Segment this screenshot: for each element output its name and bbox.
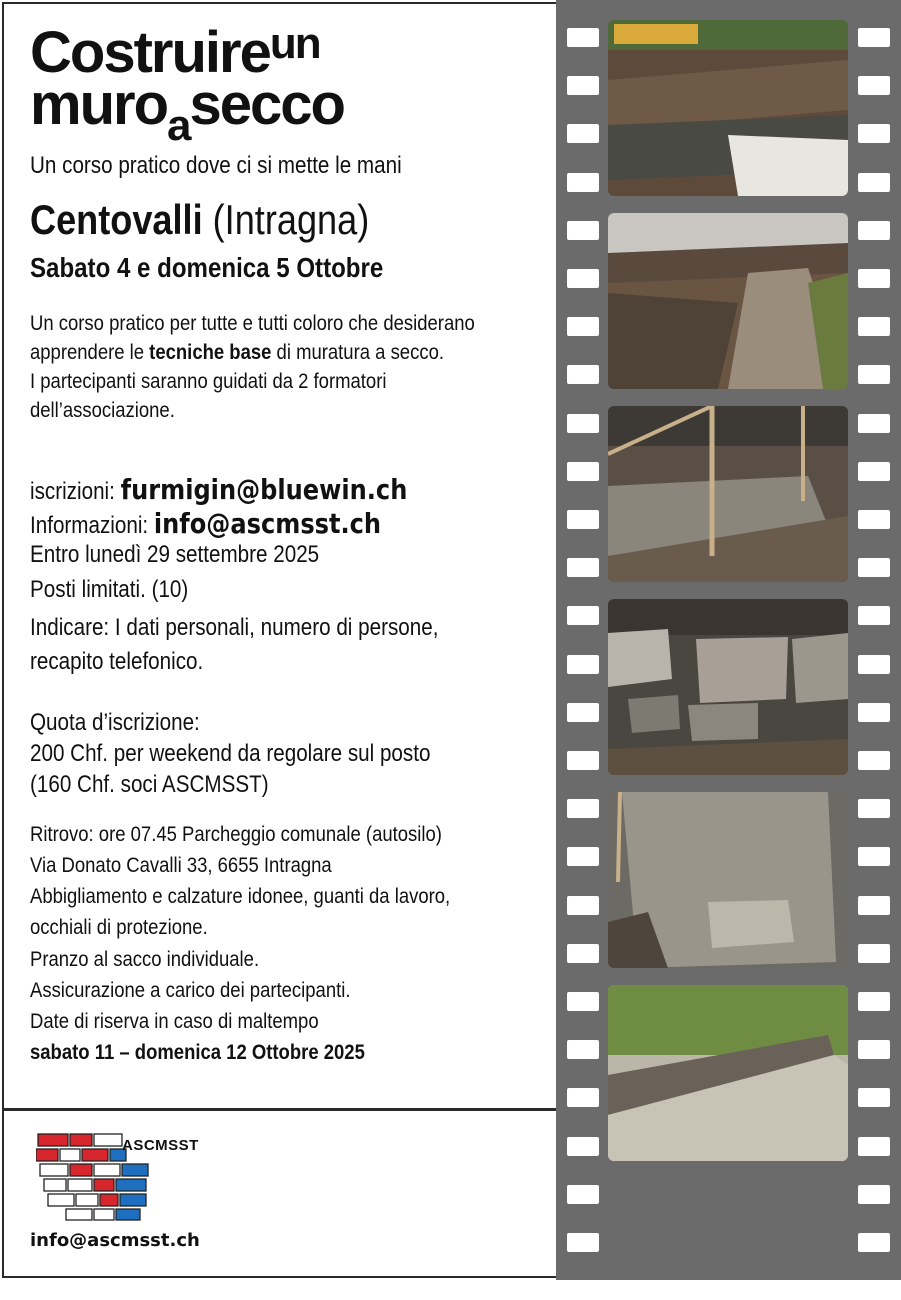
film-sprocket-hole [858,847,890,866]
photo-5-finished-wall [608,792,848,968]
film-sprocket-hole [567,703,599,722]
title-line-1: Costruire$^{un}$ [30,19,320,85]
film-sprocket-hole [858,1233,890,1252]
film-sprocket-hole [567,1088,599,1107]
informazioni-line: Informazioni: info@ascmsst.ch [30,507,382,540]
reserve-dates: sabato 11 – domenica 12 Ottobre 2025 [30,1041,365,1064]
details-line-4: occhiali di protezione. [30,916,208,939]
details-line-5: Pranzo al sacco individuale. [30,948,260,971]
film-sprocket-hole [567,365,599,384]
film-sprocket-hole [858,1088,890,1107]
film-sprocket-hole [567,1185,599,1204]
film-sprocket-hole [858,1185,890,1204]
film-sprocket-hole [858,896,890,915]
photo-3-wall-with-stakes [608,406,848,582]
film-sprocket-hole [567,847,599,866]
film-sprocket-hole [567,462,599,481]
film-sprocket-hole [567,799,599,818]
film-sprocket-hole [858,1281,890,1300]
fee-heading: Quota d’iscrizione: [30,709,200,736]
film-sprocket-hole [858,317,890,336]
film-sprocket-hole [858,703,890,722]
film-sprocket-hole [858,28,890,47]
film-sprocket-hole [858,992,890,1011]
film-sprocket-hole [567,655,599,674]
film-sprocket-hole [858,76,890,95]
title-line-2: muro$_a$secco [30,72,344,150]
film-sprocket-hole [567,317,599,336]
film-sprocket-hole [567,751,599,770]
film-sprocket-hole [858,510,890,529]
film-sprocket-hole [858,414,890,433]
limited-places: Posti limitati. (10) [30,576,189,603]
intro-line-3: I partecipanti saranno guidati da 2 formatori [30,370,387,393]
film-sprocket-hole [858,799,890,818]
film-sprocket-hole [567,896,599,915]
photo-4-stone-closeup [608,599,848,775]
film-sprocket-hole [567,414,599,433]
fee-line-3: (160 Chf. soci ASCMSST) [30,771,269,798]
film-sprocket-hole [858,944,890,963]
deadline: Entro lunedì 29 settembre 2025 [30,541,320,568]
film-sprocket-hole [858,173,890,192]
intro-line-2: apprendere le tecniche base di muratura a secco. [30,341,444,364]
subtitle: Un corso pratico dove ci si mette le mani [30,152,402,179]
film-strip [556,0,901,1280]
film-sprocket-hole [858,606,890,625]
film-sprocket-hole [858,655,890,674]
film-sprocket-hole [858,124,890,143]
info-email-link[interactable]: info@ascmsst.ch [153,507,382,540]
film-sprocket-hole [858,558,890,577]
film-sprocket-hole [858,751,890,770]
details-line-6: Assicurazione a carico dei partecipanti. [30,979,351,1002]
details-line-7: Date di riserva in caso di maltempo [30,1010,319,1033]
footer-divider [2,1108,556,1111]
intro-line-1: Un corso pratico per tutte e tutti coloro che desiderano [30,312,475,335]
photo-1-excavated-slope [608,20,848,196]
photo-6-wall-by-road [608,985,848,1161]
film-sprocket-hole [858,1137,890,1156]
film-sprocket-hole [567,1281,599,1300]
film-sprocket-hole [567,1137,599,1156]
film-sprocket-hole [567,558,599,577]
film-sprocket-hole [567,510,599,529]
photo-2-path [608,213,848,389]
film-sprocket-hole [567,1233,599,1252]
fee-line-2: 200 Chf. per weekend da regolare sul posto [30,740,431,767]
film-sprocket-hole [567,124,599,143]
location-heading: Centovalli (Intragna) [30,196,370,243]
iscrizioni-email-link[interactable]: furmigin@bluewin.ch [120,473,408,506]
film-sprocket-hole [567,944,599,963]
film-sprocket-hole [567,992,599,1011]
film-sprocket-hole [858,269,890,288]
details-line-2: Via Donato Cavalli 33, 6655 Intragna [30,854,332,877]
logo-text: ASCMSST [122,1137,199,1154]
film-sprocket-hole [567,76,599,95]
intro-line-4: dell’associazione. [30,399,175,422]
film-sprocket-hole [858,462,890,481]
film-sprocket-hole [858,365,890,384]
film-sprocket-hole [567,269,599,288]
film-sprocket-hole [858,1040,890,1059]
footer-email-link[interactable]: info@ascmsst.ch [30,1230,200,1251]
film-sprocket-hole [567,606,599,625]
film-sprocket-hole [567,28,599,47]
details-line-1: Ritrovo: ore 07.45 Parcheggio comunale (autosilo) [30,823,442,846]
indicate-line-1: Indicare: I dati personali, numero di persone, [30,614,439,641]
film-sprocket-hole [567,1040,599,1059]
course-dates: Sabato 4 e domenica 5 Ottobre [30,252,384,283]
details-line-3: Abbigliamento e calzature idonee, guanti da lavoro, [30,885,451,908]
iscrizioni-line: iscrizioni: furmigin@bluewin.ch [30,473,408,506]
film-sprocket-hole [567,221,599,240]
film-sprocket-hole [567,173,599,192]
film-sprocket-hole [858,221,890,240]
indicate-line-2: recapito telefonico. [30,648,204,675]
